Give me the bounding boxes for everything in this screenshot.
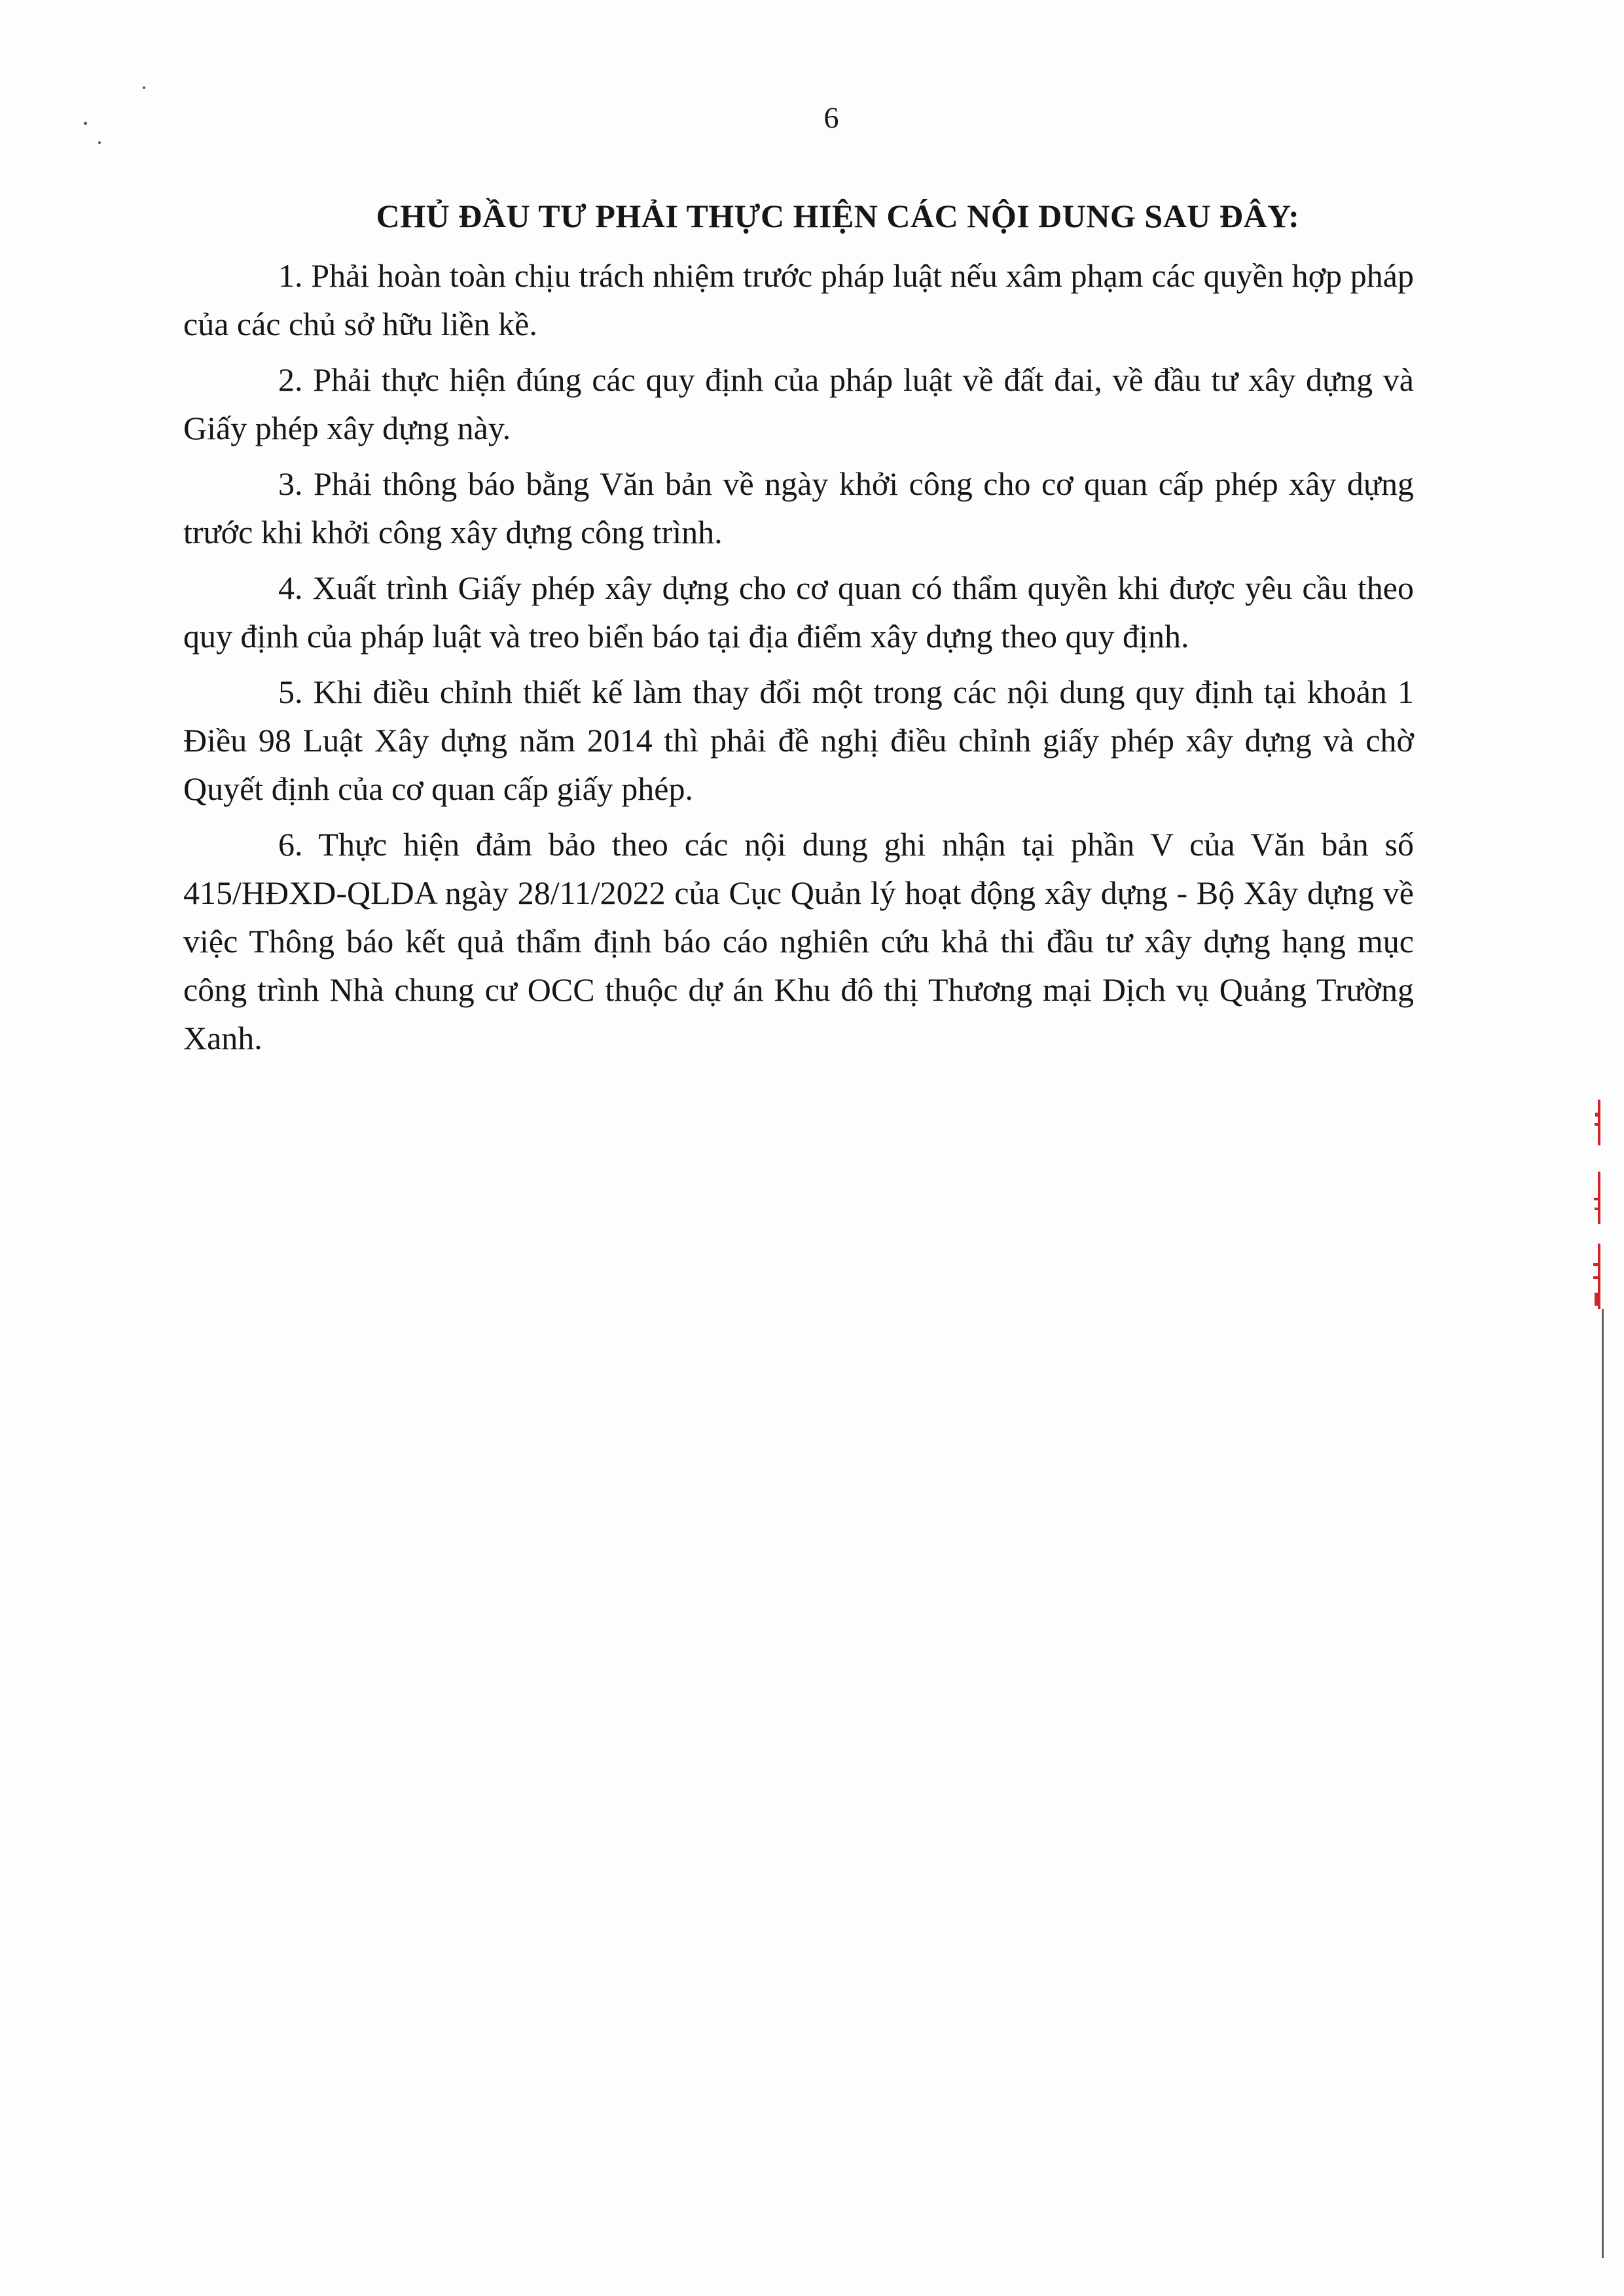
obligation-item-5: 5. Khi điều chỉnh thiết kế làm thay đổi một trong các nội dung quy định tại khoản 1 Điều 98 Luật Xây dựng năm 2014 thì phải đề nghị điều chỉnh giấy phép xây dựng và chờ Quyết định của cơ quan cấp giấy phép. [183,673,1414,807]
obligation-item-3: 3. Phải thông báo bằng Văn bản về ngày khởi công cho cơ quan cấp phép xây dựng trước khi khởi công xây dựng công trình. [183,465,1414,550]
edge-stamp-mark [1592,1100,1604,1316]
obligation-item-1: 1. Phải hoàn toàn chịu trách nhiệm trước pháp luật nếu xâm phạm các quyền hợp pháp của các chủ sở hữu liền kề. [183,257,1414,342]
scan-speck [143,86,145,89]
scan-speck [98,141,101,144]
section-heading: CHỦ ĐẦU TƯ PHẢI THỰC HIỆN CÁC NỘI DUNG SAU ĐÂY: [376,198,1300,234]
obligations-list [183,251,1414,1069]
binding-edge-line [1602,1309,1604,2258]
obligation-item-2: 2. Phải thực hiện đúng các quy định của pháp luật về đất đai, về đầu tư xây dựng và Giấy phép xây dựng này. [183,361,1414,446]
obligation-item-6: 6. Thực hiện đảm bảo theo các nội dung ghi nhận tại phần V của Văn bản số 415/HĐXD-QLDA ngày 28/11/2022 của Cục Quản lý hoạt động xây dựng - Bộ Xây dựng về việc Thông báo kết quả thẩm định báo cáo nghiên cứu khả thi đầu tư xây dựng hạng mục công trình Nhà chung cư OCC thuộc dự án Khu đô thị Thương mại Dịch vụ Quảng Trường Xanh. [183,826,1414,1056]
obligation-item-4: 4. Xuất trình Giấy phép xây dựng cho cơ quan có thẩm quyền khi được yêu cầu theo quy định của pháp luật và treo biển báo tại địa điểm xây dựng theo quy định. [183,569,1414,655]
page-number: 6 [823,101,839,134]
